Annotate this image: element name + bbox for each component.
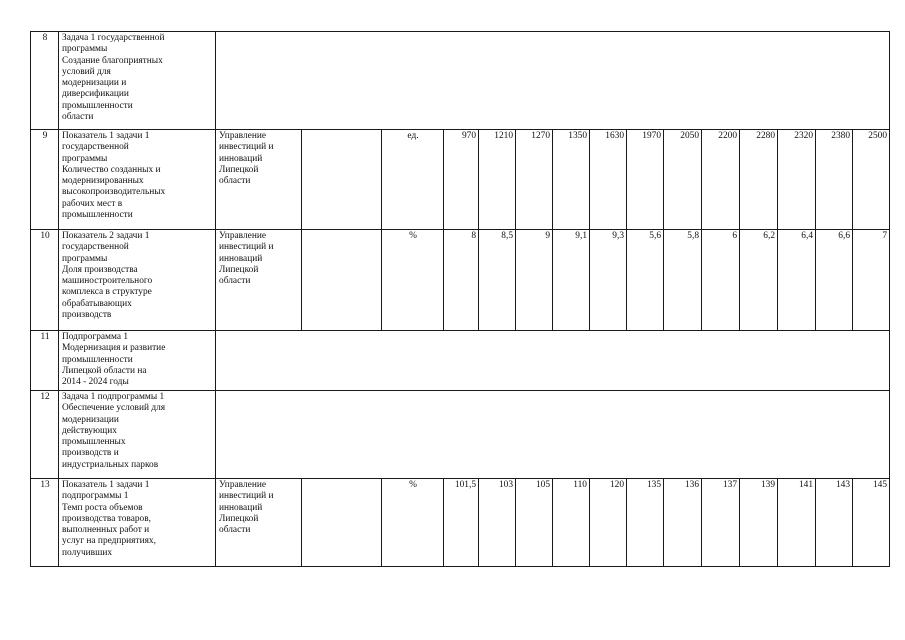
value-cell: 145 (853, 479, 890, 567)
value-cell: 143 (816, 479, 853, 567)
row-number: 8 (31, 32, 59, 130)
value-cell: 1210 (479, 130, 516, 230)
table-row (31, 130, 890, 230)
responsible-cell: Управление инвестиций и инноваций Липецкой области (216, 230, 302, 331)
table-row (31, 479, 890, 567)
value-cell: 105 (516, 479, 553, 567)
value-cell: 1350 (553, 130, 590, 230)
row-title: Показатель 1 задачи 1 государственной программы Количество созданных и модернизированных высокопроизводительных рабочих мест в промышленности (59, 130, 216, 230)
value-cell: 5,8 (664, 230, 702, 331)
unit-cell: % (382, 230, 444, 331)
value-cell: 103 (479, 479, 516, 567)
value-cell: 120 (590, 479, 627, 567)
value-cell: 5,6 (627, 230, 664, 331)
value-cell: 135 (627, 479, 664, 567)
value-cell: 137 (702, 479, 740, 567)
row-number: 13 (31, 479, 59, 567)
table-row (31, 391, 890, 479)
value-cell: 8 (444, 230, 479, 331)
table-row (31, 32, 890, 130)
row-number: 12 (31, 391, 59, 479)
value-cell: 1970 (627, 130, 664, 230)
value-cell: 136 (664, 479, 702, 567)
row-number: 11 (31, 331, 59, 391)
row-title: Показатель 2 задачи 1 государственной программы Доля производства машиностроительного комплекса в структуре обрабатывающих производств (59, 230, 216, 331)
value-cell: 2320 (778, 130, 816, 230)
value-cell: 6,4 (778, 230, 816, 331)
unit-cell: % (382, 479, 444, 567)
responsible-cell: Управление инвестиций и инноваций Липецкой области (216, 130, 302, 230)
program-indicators-table (30, 31, 890, 567)
row-number: 9 (31, 130, 59, 230)
empty-cell (302, 130, 382, 230)
value-cell: 1270 (516, 130, 553, 230)
row-title: Задача 1 государственной программы Создание благоприятных условий для модернизации и диверсификации промышленности области (59, 32, 216, 130)
value-cell: 2380 (816, 130, 853, 230)
value-cell: 7 (853, 230, 890, 331)
value-cell: 8,5 (479, 230, 516, 331)
value-cell: 2280 (740, 130, 778, 230)
merged-empty-cell (216, 331, 890, 391)
table-row (31, 230, 890, 331)
merged-empty-cell (216, 391, 890, 479)
responsible-cell: Управление инвестиций и инноваций Липецкой области (216, 479, 302, 567)
row-number: 10 (31, 230, 59, 331)
value-cell: 6,2 (740, 230, 778, 331)
value-cell: 6 (702, 230, 740, 331)
value-cell: 2500 (853, 130, 890, 230)
unit-cell: ед. (382, 130, 444, 230)
row-title: Подпрограмма 1 Модернизация и развитие промышленности Липецкой области на 2014 - 2024 годы (59, 331, 216, 391)
value-cell: 970 (444, 130, 479, 230)
merged-empty-cell (216, 32, 890, 130)
value-cell: 2050 (664, 130, 702, 230)
value-cell: 110 (553, 479, 590, 567)
value-cell: 101,5 (444, 479, 479, 567)
value-cell: 139 (740, 479, 778, 567)
row-title: Задача 1 подпрограммы 1 Обеспечение условий для модернизации действующих промышленных производств и индустриальных парков (59, 391, 216, 479)
row-title: Показатель 1 задачи 1 подпрограммы 1 Темп роста объемов производства товаров, выполненных работ и услуг на предприятиях, получивших (59, 479, 216, 567)
value-cell: 9 (516, 230, 553, 331)
value-cell: 9,1 (553, 230, 590, 331)
value-cell: 141 (778, 479, 816, 567)
value-cell: 9,3 (590, 230, 627, 331)
table-row (31, 331, 890, 391)
empty-cell (302, 230, 382, 331)
value-cell: 1630 (590, 130, 627, 230)
value-cell: 6,6 (816, 230, 853, 331)
value-cell: 2200 (702, 130, 740, 230)
empty-cell (302, 479, 382, 567)
